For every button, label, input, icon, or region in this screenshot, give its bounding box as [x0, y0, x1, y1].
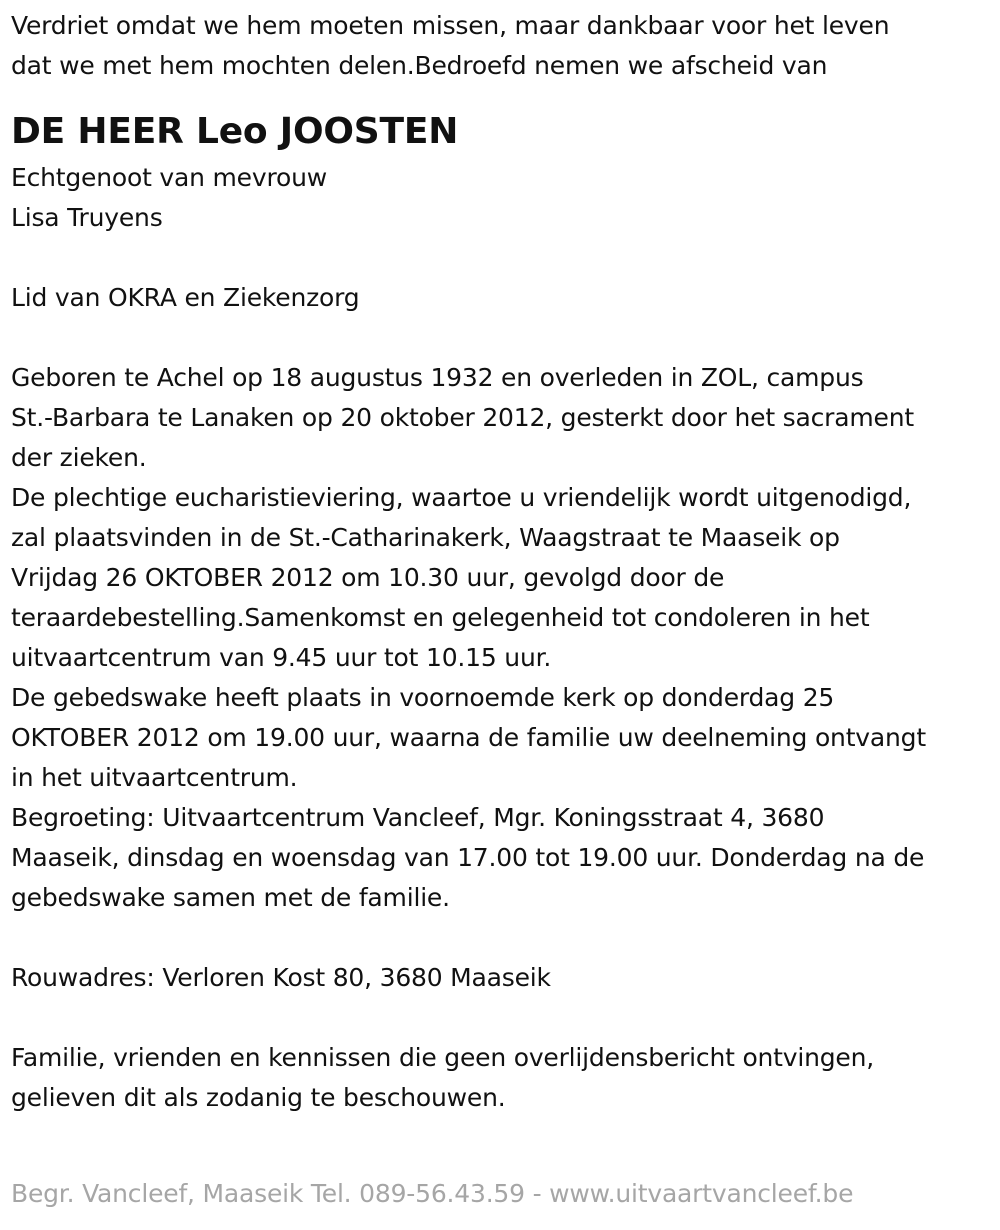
- spouse-line: Echtgenoot van mevrouw: [11, 163, 327, 192]
- details-line: Maaseik, dinsdag en woensdag van 17.00 tot 19.00 uur. Donderdag na de: [11, 843, 925, 872]
- membership-line: Lid van OKRA en Ziekenzorg: [11, 283, 360, 312]
- details-line: OKTOBER 2012 om 19.00 uur, waarna de familie uw deelneming ontvangt: [11, 723, 926, 752]
- deceased-name: DE HEER Leo JOOSTEN: [11, 111, 459, 152]
- details-line: De plechtige eucharistieviering, waartoe u vriendelijk wordt uitgenodigd,: [11, 483, 912, 512]
- obituary-notice: [11, 6, 996, 1118]
- details-line: St.-Barbara te Lanaken op 20 oktober 2012, gesterkt door het sacrament: [11, 403, 914, 432]
- details-line: teraardebestelling.Samenkomst en gelegenheid tot condoleren in het: [11, 603, 870, 632]
- closing-line: gelieven dit als zodanig te beschouwen.: [11, 1083, 506, 1112]
- funeral-home-footer: Begr. Vancleef, Maaseik Tel. 089-56.43.59 - www.uitvaartvancleef.be: [11, 1179, 854, 1208]
- details-line: zal plaatsvinden in de St.-Catharinakerk, Waagstraat te Maaseik op: [11, 523, 840, 552]
- details-line: De gebedswake heeft plaats in voornoemde kerk op donderdag 25: [11, 683, 835, 712]
- details-line: Geboren te Achel op 18 augustus 1932 en overleden in ZOL, campus: [11, 363, 864, 392]
- closing-line: Familie, vrienden en kennissen die geen overlijdensbericht ontvingen,: [11, 1043, 875, 1072]
- details-line: gebedswake samen met de familie.: [11, 883, 450, 912]
- details-line: Begroeting: Uitvaartcentrum Vancleef, Mgr. Koningsstraat 4, 3680: [11, 803, 825, 832]
- details-line: uitvaartcentrum van 9.45 uur tot 10.15 uur.: [11, 643, 552, 672]
- details-line: Vrijdag 26 OKTOBER 2012 om 10.30 uur, gevolgd door de: [11, 563, 725, 592]
- mourning-address: Rouwadres: Verloren Kost 80, 3680 Maaseik: [11, 963, 551, 992]
- intro-line: Verdriet omdat we hem moeten missen, maar dankbaar voor het leven: [11, 11, 890, 40]
- details-line: in het uitvaartcentrum.: [11, 763, 298, 792]
- details-line: der zieken.: [11, 443, 147, 472]
- spouse-name: Lisa Truyens: [11, 203, 163, 232]
- intro-line: dat we met hem mochten delen.Bedroefd nemen we afscheid van: [11, 51, 828, 80]
